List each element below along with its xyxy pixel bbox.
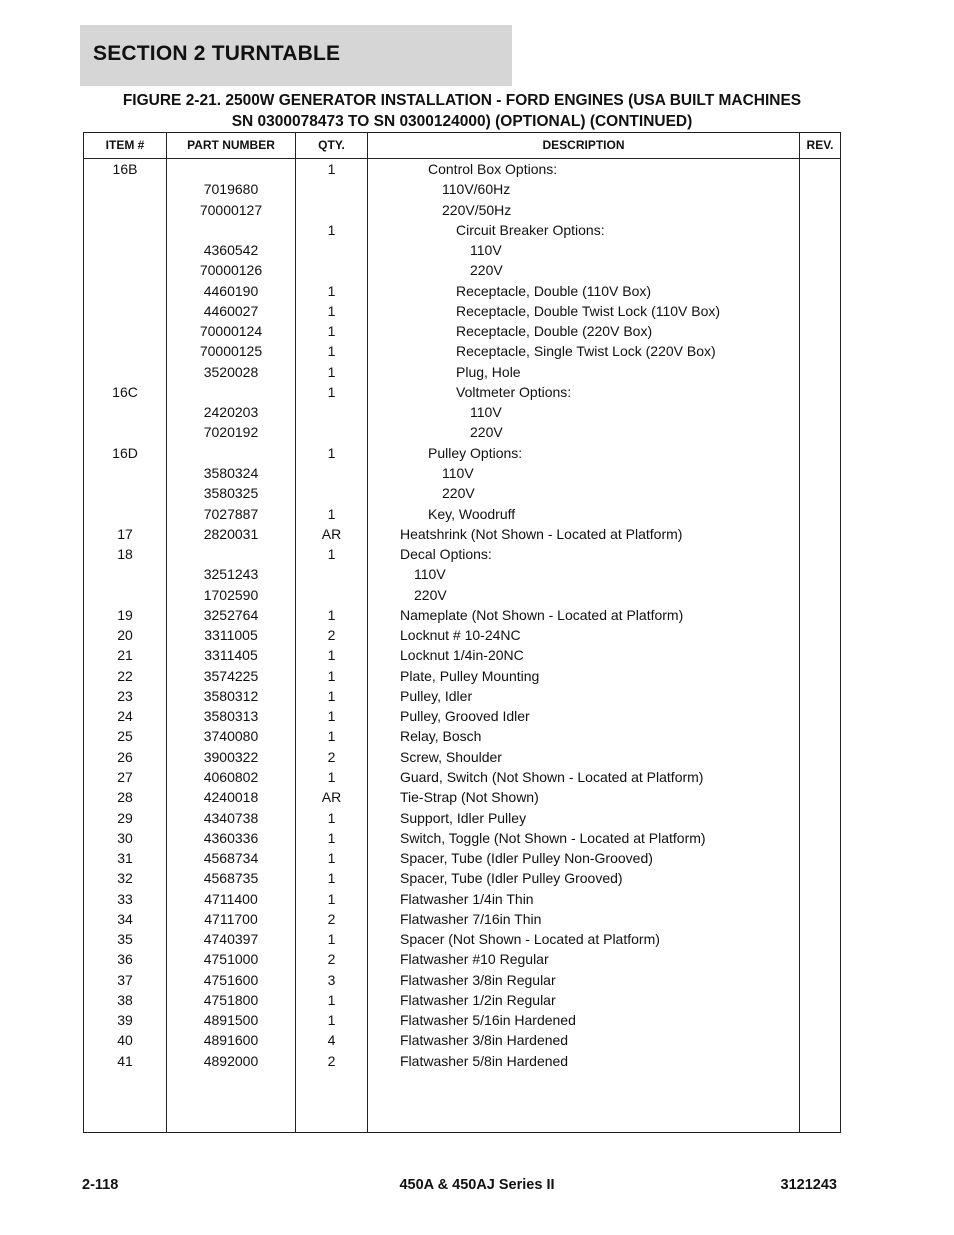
description-cell: Flatwasher 1/4in Thin <box>400 890 534 907</box>
description-cell: Receptacle, Double (220V Box) <box>456 323 653 340</box>
item-cell: 22 <box>117 667 133 684</box>
part-number-cell: 4751600 <box>203 971 259 988</box>
item-cell: 25 <box>117 728 133 745</box>
figure-title-line-1: FIGURE 2-21. 2500W GENERATOR INSTALLATION - FORD ENGINES (USA BUILT MACHINES <box>122 92 802 109</box>
description-cell: Flatwasher 7/16in Thin <box>400 910 542 927</box>
table-row <box>84 1051 840 1071</box>
table-row <box>84 645 840 665</box>
description-cell: Locknut # 10-24NC <box>400 627 521 644</box>
description-cell: Switch, Toggle (Not Shown - Located at Platform) <box>400 829 706 846</box>
table-row <box>84 260 840 280</box>
table-row <box>84 949 840 969</box>
qty-cell: 1 <box>327 505 336 522</box>
qty-cell: 1 <box>327 1012 336 1029</box>
item-cell: 23 <box>117 687 133 704</box>
table-row <box>84 179 840 199</box>
table-row <box>84 1010 840 1030</box>
description-cell: Screw, Shoulder <box>400 748 502 765</box>
description-cell: Voltmeter Options: <box>456 383 572 400</box>
part-number-cell: 3580325 <box>203 485 259 502</box>
qty-cell: 2 <box>327 910 336 927</box>
table-row <box>84 200 840 220</box>
description-cell: 110V <box>470 404 502 421</box>
table-row <box>84 524 840 544</box>
description-cell: 220V <box>414 586 447 603</box>
table-row <box>84 625 840 645</box>
part-number-cell: 4711700 <box>204 910 258 927</box>
item-cell: 19 <box>117 606 133 623</box>
description-cell: Tie-Strap (Not Shown) <box>400 789 539 806</box>
table-row <box>84 321 840 341</box>
qty-cell: 1 <box>327 302 336 319</box>
description-cell: 110V <box>470 242 502 259</box>
qty-cell: 1 <box>327 221 336 238</box>
part-number-cell: 3251243 <box>203 566 259 583</box>
table-row <box>84 220 840 240</box>
table-row <box>84 301 840 321</box>
table-row <box>84 240 840 260</box>
table-row <box>84 281 840 301</box>
item-cell: 16B <box>112 161 138 177</box>
part-number-cell: 3520028 <box>203 363 259 380</box>
item-cell: 16D <box>112 444 138 461</box>
item-cell: 32 <box>117 870 133 887</box>
part-number-cell: 3311405 <box>204 647 258 664</box>
description-cell: Flatwasher 5/8in Hardened <box>400 1052 569 1069</box>
qty-cell: 1 <box>327 870 336 887</box>
part-number-cell: 4460027 <box>203 302 259 319</box>
description-cell: Flatwasher 3/8in Hardened <box>400 1032 569 1049</box>
qty-cell: 1 <box>327 931 336 948</box>
description-cell: Guard, Switch (Not Shown - Located at Platform) <box>400 768 704 785</box>
table-header <box>84 133 840 159</box>
part-number-cell: 7020192 <box>203 424 259 441</box>
description-cell: 220V/50Hz <box>442 201 512 218</box>
qty-cell: 1 <box>327 667 336 684</box>
part-number-cell: 4751800 <box>203 991 259 1008</box>
qty-cell: 3 <box>327 971 336 988</box>
part-number-cell: 4360542 <box>203 242 259 259</box>
table-row <box>84 868 840 888</box>
part-number-cell: 4751000 <box>203 951 259 968</box>
item-cell: 24 <box>117 708 133 725</box>
qty-cell: 1 <box>327 850 336 867</box>
item-cell: 31 <box>117 850 133 867</box>
description-cell: Flatwasher #10 Regular <box>400 951 549 968</box>
part-number-cell: 4360336 <box>203 829 259 846</box>
table-row <box>84 909 840 929</box>
item-cell: 27 <box>117 768 133 785</box>
item-cell: 18 <box>117 546 133 563</box>
item-cell: 29 <box>117 809 133 826</box>
description-cell: Pulley, Idler <box>400 687 473 704</box>
part-number-cell: 70000127 <box>199 201 263 218</box>
description-cell: Pulley Options: <box>428 444 523 461</box>
header-item: ITEM # <box>105 138 145 152</box>
description-cell: Heatshrink (Not Shown - Located at Platform) <box>400 525 683 542</box>
part-number-cell: 4711400 <box>204 890 258 907</box>
item-cell: 39 <box>117 1012 133 1029</box>
qty-cell: 1 <box>327 728 336 745</box>
description-cell: 110V/60Hz <box>442 181 511 198</box>
description-cell: Relay, Bosch <box>400 728 482 745</box>
part-number-cell: 3740080 <box>203 728 259 745</box>
section-title: SECTION 2 TURNTABLE <box>93 42 341 65</box>
qty-cell: 1 <box>327 890 336 907</box>
part-number-cell: 3580312 <box>203 687 259 704</box>
qty-cell: 1 <box>327 546 336 563</box>
description-cell: 110V <box>442 464 474 481</box>
table-row <box>84 686 840 706</box>
qty-cell: 1 <box>327 991 336 1008</box>
description-cell: Flatwasher 3/8in Regular <box>400 971 556 988</box>
description-cell: Receptacle, Double (110V Box) <box>456 282 652 299</box>
parts-table <box>83 132 841 1133</box>
table-row <box>84 605 840 625</box>
table-row <box>84 362 840 382</box>
table-row <box>84 706 840 726</box>
item-cell: 16C <box>112 383 138 400</box>
item-cell: 35 <box>117 931 133 948</box>
table-row <box>84 564 840 584</box>
part-number-cell: 3580313 <box>203 708 259 725</box>
part-number-cell: 4240018 <box>203 789 259 806</box>
qty-cell: 1 <box>327 768 336 785</box>
part-number-cell: 4568735 <box>203 870 259 887</box>
qty-cell: 2 <box>327 627 336 644</box>
part-number-cell: 4740397 <box>203 931 259 948</box>
header-qty: QTY. <box>318 138 345 152</box>
description-cell: Control Box Options: <box>428 161 558 177</box>
part-number-cell: 7027887 <box>203 505 259 522</box>
description-cell: Locknut 1/4in-20NC <box>400 647 524 664</box>
qty-cell: 1 <box>327 444 336 461</box>
header-rev: REV. <box>806 138 834 152</box>
description-cell: 220V <box>442 485 475 502</box>
table-row <box>84 990 840 1010</box>
description-cell: Circuit Breaker Options: <box>456 221 605 238</box>
description-cell: Plug, Hole <box>456 363 521 380</box>
qty-cell: 2 <box>327 1052 336 1069</box>
part-number-cell: 70000124 <box>199 323 263 340</box>
description-cell: 110V <box>414 566 446 583</box>
description-cell: Receptacle, Double Twist Lock (110V Box) <box>456 302 721 319</box>
qty-cell: 2 <box>327 748 336 765</box>
part-number-cell: 4891500 <box>203 1012 259 1029</box>
description-cell: Receptacle, Single Twist Lock (220V Box) <box>456 343 716 360</box>
section-banner <box>80 25 512 86</box>
page-number: 2-118 <box>82 1177 119 1193</box>
qty-cell: 1 <box>327 606 336 623</box>
table-row <box>84 767 840 787</box>
part-number-cell: 4568734 <box>203 850 259 867</box>
qty-cell: 1 <box>327 383 336 400</box>
description-cell: Nameplate (Not Shown - Located at Platform) <box>400 606 684 623</box>
description-cell: Flatwasher 1/2in Regular <box>400 991 556 1008</box>
part-number-cell: 3900322 <box>203 748 259 765</box>
item-cell: 33 <box>117 890 133 907</box>
part-number-cell: 3580324 <box>203 464 259 481</box>
part-number-cell: 2420203 <box>203 404 259 421</box>
qty-cell: 1 <box>327 809 336 826</box>
table-row <box>84 747 840 767</box>
header-part-number: PART NUMBER <box>187 138 275 152</box>
table-row <box>84 159 840 179</box>
item-cell: 30 <box>117 829 133 846</box>
qty-cell: 1 <box>327 687 336 704</box>
table-row <box>84 402 840 422</box>
table-row <box>84 382 840 402</box>
part-number-cell: 4340738 <box>203 809 259 826</box>
item-cell: 38 <box>117 991 133 1008</box>
table-row <box>84 848 840 868</box>
table-row <box>84 341 840 361</box>
part-number-cell: 7019680 <box>203 181 259 198</box>
part-number-cell: 2820031 <box>203 525 259 542</box>
description-cell: 220V <box>470 424 503 441</box>
part-number-cell: 4891600 <box>203 1032 259 1049</box>
qty-cell: 1 <box>327 708 336 725</box>
description-cell: Spacer (Not Shown - Located at Platform) <box>400 931 660 948</box>
item-cell: 20 <box>117 627 133 644</box>
figure-title-line-2: SN 0300078473 TO SN 0300124000) (OPTIONAL) (CONTINUED) <box>231 113 693 130</box>
table-row <box>84 483 840 503</box>
part-number-cell: 70000126 <box>199 262 263 279</box>
table-row <box>84 828 840 848</box>
qty-cell: 1 <box>327 282 336 299</box>
table-row <box>84 463 840 483</box>
part-number-cell: 3574225 <box>203 667 259 684</box>
qty-cell: 1 <box>327 161 336 177</box>
item-cell: 40 <box>117 1032 133 1049</box>
table-row <box>84 726 840 746</box>
table-row <box>84 787 840 807</box>
qty-cell: 1 <box>327 323 336 340</box>
qty-cell: 1 <box>327 363 336 380</box>
item-cell: 28 <box>117 789 133 806</box>
part-number-cell: 70000125 <box>199 343 263 360</box>
table-row <box>84 443 840 463</box>
part-number-cell: 1702590 <box>203 586 259 603</box>
table-row <box>84 422 840 442</box>
qty-cell: AR <box>321 789 342 806</box>
qty-cell: 4 <box>327 1032 336 1049</box>
part-number-cell: 4892000 <box>203 1052 259 1069</box>
table-row <box>84 666 840 686</box>
table-row <box>84 929 840 949</box>
description-cell: Spacer, Tube (Idler Pulley Non-Grooved) <box>400 850 653 867</box>
table-row <box>84 808 840 828</box>
qty-cell: AR <box>321 525 342 542</box>
qty-cell: 1 <box>327 829 336 846</box>
qty-cell: 2 <box>327 951 336 968</box>
description-cell: Key, Woodruff <box>428 505 516 522</box>
item-cell: 41 <box>117 1052 133 1069</box>
description-cell: 220V <box>470 262 503 279</box>
description-cell: Flatwasher 5/16in Hardened <box>400 1012 576 1029</box>
part-number-cell: 3252764 <box>203 606 259 623</box>
item-cell: 26 <box>117 748 133 765</box>
description-cell: Spacer, Tube (Idler Pulley Grooved) <box>400 870 623 887</box>
description-cell: Pulley, Grooved Idler <box>400 708 530 725</box>
item-cell: 34 <box>117 910 133 927</box>
table-row <box>84 585 840 605</box>
document-number: 3121243 <box>780 1177 837 1193</box>
item-cell: 17 <box>117 525 133 542</box>
figure-title <box>70 90 854 132</box>
part-number-cell: 3311005 <box>204 627 258 644</box>
item-cell: 36 <box>117 951 133 968</box>
description-cell: Plate, Pulley Mounting <box>400 667 540 684</box>
model-name: 450A & 450AJ Series II <box>399 1177 555 1193</box>
table-row <box>84 889 840 909</box>
table-body <box>84 159 840 1071</box>
part-number-cell: 4060802 <box>203 768 259 785</box>
qty-cell: 1 <box>327 343 336 360</box>
item-cell: 21 <box>117 647 133 664</box>
description-cell: Support, Idler Pulley <box>400 809 527 826</box>
qty-cell: 1 <box>327 647 336 664</box>
item-cell: 37 <box>117 971 133 988</box>
part-number-cell: 4460190 <box>203 282 259 299</box>
table-row <box>84 970 840 990</box>
table-row <box>84 544 840 564</box>
table-row <box>84 1030 840 1050</box>
description-cell: Decal Options: <box>400 546 492 563</box>
header-description: DESCRIPTION <box>542 138 625 152</box>
table-row <box>84 504 840 524</box>
